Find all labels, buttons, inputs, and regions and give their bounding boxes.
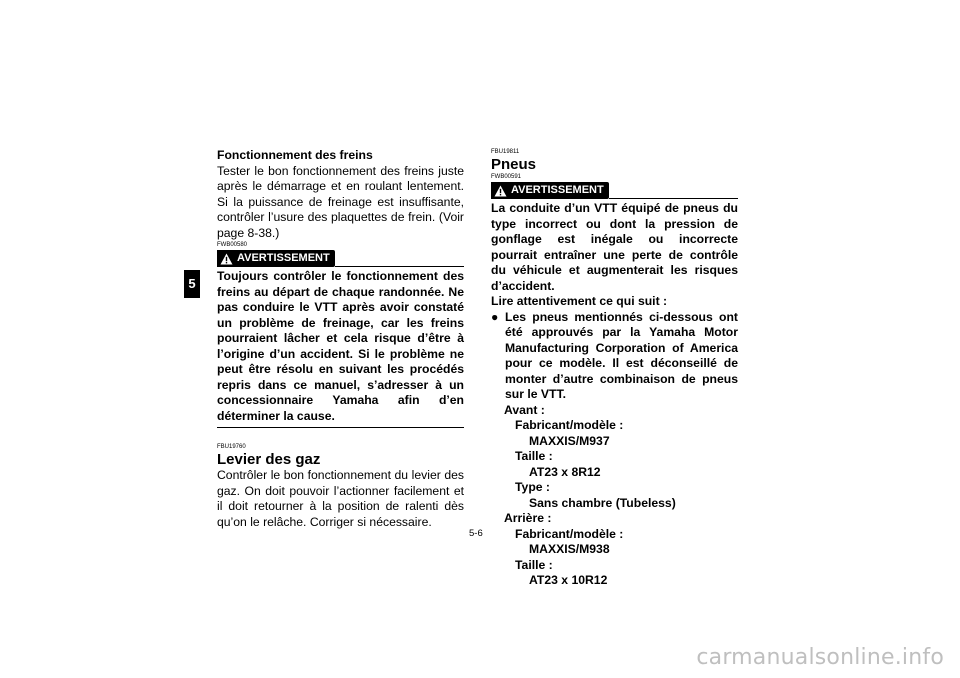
- throttle-paragraph: Contrôler le bon fonctionnement du levier des gaz. On doit pouvoir l’actionner facilement et il doit retourner à la position de ralenti dès qu’on le relâche. Corriger si nécessaire.: [217, 468, 464, 529]
- rear-label: Arrière :: [504, 511, 552, 525]
- warning-header: [217, 250, 464, 267]
- warning-triangle-icon: [220, 253, 233, 265]
- bullet-dot-icon: ●: [491, 309, 499, 324]
- warning-label-text: AVERTISSEMENT: [237, 251, 330, 264]
- tires-warning-label: [491, 182, 609, 199]
- section-tab: 5: [184, 270, 200, 298]
- tires-bullet-text: Les pneus mentionnés ci-dessous ont été approuvés par la Yamaha Motor Manufacturing Corporation of America pour ce modèle. Il est déconseillé de monter d’autre combinaison de pneus sur le VTT.: [505, 309, 738, 401]
- rear-size-value: AT23 x 10R12: [529, 573, 608, 587]
- throttle-code: FBU19760: [217, 444, 246, 450]
- right-column: [491, 148, 738, 589]
- page-number: 5-6: [469, 528, 483, 539]
- warning-code: FWB00580: [217, 242, 248, 248]
- warning-triangle-icon: [494, 185, 507, 197]
- front-size-label: Taille :: [515, 449, 553, 463]
- rear-maker-label: Fabricant/modèle :: [515, 526, 624, 541]
- warning-label: [217, 250, 335, 267]
- tires-warning-label-text: AVERTISSEMENT: [511, 183, 604, 196]
- throttle-heading: Levier des gaz: [217, 451, 321, 468]
- warning-end-rule: [217, 427, 464, 428]
- front-size-value: AT23 x 8R12: [529, 464, 601, 479]
- left-column: [217, 148, 464, 530]
- watermark: carmanualsonline.info: [696, 645, 944, 670]
- front-maker-label: Fabricant/modèle :: [515, 418, 624, 432]
- brakes-heading: Fonctionnement des freins: [217, 148, 373, 162]
- rear-size-label: Taille :: [515, 557, 553, 572]
- front-label: Avant :: [504, 402, 545, 417]
- warning-text: Toujours contrôler le fonctionnement des freins au départ de chaque randonnée. Ne pas conduire le VTT après avoir constaté un problème de freinage, car les freins pourraient lâcher et cela risque d’être à l’origine d’un accident. Si le problème ne peut être résolu en suivant les procédés repris dans ce manuel, s’adresser à un concessionnaire Yamaha afin d’en déterminer la cause.: [217, 269, 464, 423]
- brakes-paragraph: Tester le bon fonctionnement des freins juste après le démarrage et en roulant lentement. Si la puissance de freinage est insuffisante, contrôler l’usure des plaquettes de frein. (Voir page 8-38.): [217, 163, 464, 240]
- tires-bullet: [491, 310, 738, 403]
- tires-code: FBU19811: [491, 149, 520, 155]
- tires-warning-rule: [609, 198, 738, 199]
- tires-warning-code: FWB00591: [491, 174, 522, 180]
- read-note: Lire attentivement ce qui suit :: [491, 294, 668, 308]
- front-type-label: Type :: [515, 480, 550, 494]
- rear-maker-value: MAXXIS/M938: [529, 542, 610, 556]
- front-maker-value: MAXXIS/M937: [529, 433, 610, 448]
- tires-warning-text: La conduite d’un VTT équipé de pneus du type incorrect ou dont la pression de gonflage est inégale ou incorrecte pourrait entraîner une perte de contrôle du véhicule et augmenterait les risques d’accident.: [491, 201, 738, 293]
- tires-heading: Pneus: [491, 156, 537, 173]
- warning-rule: [335, 266, 464, 267]
- front-type-value: Sans chambre (Tubeless): [529, 495, 676, 510]
- tires-warning-header: [491, 182, 738, 199]
